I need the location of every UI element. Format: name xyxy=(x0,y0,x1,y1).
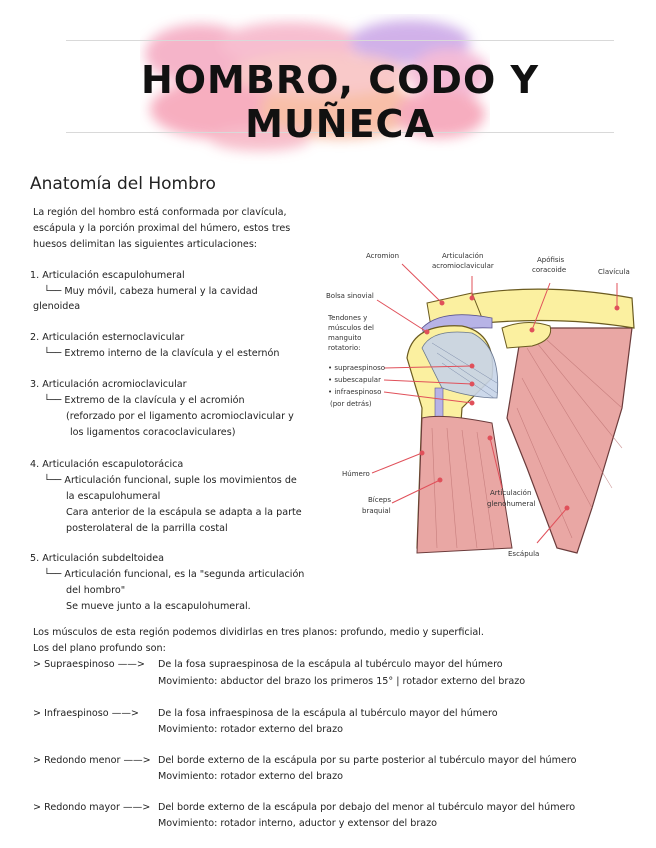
label-glenohumeral: Articulación xyxy=(490,489,532,497)
intro-line: huesos delimitan las siguientes articulaciones: xyxy=(33,239,258,250)
articulacion-line: └── Extremo interno de la clavícula y el esternón xyxy=(44,348,280,359)
planes-line: Los músculos de esta región podemos dividirlas en tres planos: profundo, medio y superficial. xyxy=(33,627,484,638)
articulacion-line: └── Extremo de la clavícula y el acromión xyxy=(44,395,245,406)
label-biceps: Bíceps xyxy=(368,496,391,504)
articulacion-line: del hombro" xyxy=(66,585,126,596)
articulacion-title: 1. Articulación escapulohumeral xyxy=(30,270,185,281)
label-bolsa: Bolsa sinovial xyxy=(326,292,374,300)
label-tendones: • supraespinoso xyxy=(328,364,386,372)
label-biceps: braquial xyxy=(362,507,391,515)
muscle-name: > Supraespinoso ——> xyxy=(33,659,145,670)
articulacion-line: └── Muy móvil, cabeza humeral y la cavidad xyxy=(44,286,258,297)
label-tendones: músculos del xyxy=(328,324,374,332)
articulacion-title: 4. Articulación escapulotorácica xyxy=(30,459,184,470)
label-acromioclav: acromioclavicular xyxy=(432,262,494,270)
label-tendones: • infraespinoso xyxy=(328,388,382,396)
label-acromion: Acromion xyxy=(366,252,400,260)
articulacion-title: 2. Articulación esternoclavicular xyxy=(30,332,185,343)
page-title: HOMBRO, CODO Y MUÑECA xyxy=(140,58,540,146)
shoulder-anatomy-diagram xyxy=(322,248,642,568)
muscle-movement: Movimiento: rotador externo del brazo xyxy=(158,724,343,735)
articulacion-line: la escapulohumeral xyxy=(66,491,161,502)
muscle-origin: Del borde externo de la escápula por su parte posterior al tubérculo mayor del húmero xyxy=(158,755,577,766)
articulacion-line: Se mueve junto a la escapulohumeral. xyxy=(66,601,251,612)
muscle-movement: Movimiento: rotador interno, aductor y extensor del brazo xyxy=(158,818,438,829)
label-tendones: rotatorio: xyxy=(328,344,361,352)
label-escapula: Escápula xyxy=(508,550,540,558)
label-clavicula: Clavícula xyxy=(598,268,630,276)
articulacion-line: posterolateral de la parrilla costal xyxy=(66,523,228,534)
articulacion-line: los ligamentos coracoclaviculares) xyxy=(70,427,236,438)
articulacion-title: 5. Articulación subdeltoidea xyxy=(30,553,164,564)
articulacion-line: └── Articulación funcional, suple los movimientos de xyxy=(44,475,297,486)
articulacion-line: └── Articulación funcional, es la "segunda articulación xyxy=(44,569,305,580)
intro-line: La región del hombro está conformada por clavícula, xyxy=(33,207,287,218)
label-glenohumeral: glenohumeral xyxy=(487,500,536,508)
planes-line: Los del plano profundo son: xyxy=(33,643,166,654)
muscle-movement: Movimiento: rotador externo del brazo xyxy=(158,771,343,782)
label-acromioclav: Articulación xyxy=(442,252,484,260)
muscle-movement: Movimiento: abductor del brazo los primeros 15° | rotador externo del brazo xyxy=(158,676,526,687)
label-humero: Húmero xyxy=(342,470,370,478)
label-tendones: (por detrás) xyxy=(330,400,372,408)
articulacion-title: 3. Articulación acromioclavicular xyxy=(30,379,187,390)
muscle-origin: De la fosa supraespinosa de la escápula al tubérculo mayor del húmero xyxy=(158,659,503,670)
escapula-shape xyxy=(507,328,632,553)
label-apofisis: coracoide xyxy=(532,266,567,274)
header-rule-top xyxy=(66,40,614,41)
muscle-name: > Infraespinoso ——> xyxy=(33,708,139,719)
label-tendones: manguito xyxy=(328,334,362,342)
intro-line: escápula y la porción proximal del húmero, estos tres xyxy=(33,223,291,234)
muscle-name: > Redondo menor ——> xyxy=(33,755,151,766)
articulacion-line: glenoidea xyxy=(33,301,81,312)
articulacion-line: Cara anterior de la escápula se adapta a la parte xyxy=(66,507,302,518)
label-apofisis: Apófisis xyxy=(537,256,565,264)
label-tendones: Tendones y xyxy=(328,314,368,322)
articulacion-line: (reforzado por el ligamento acromioclavicular y xyxy=(66,411,294,422)
section-heading: Anatomía del Hombro xyxy=(30,174,216,194)
muscle-origin: De la fosa infraespinosa de la escápula al tubérculo mayor del húmero xyxy=(158,708,498,719)
muscle-name: > Redondo mayor ——> xyxy=(33,802,151,813)
label-tendones: • subescapular xyxy=(328,376,381,384)
muscle-origin: Del borde externo de la escápula por debajo del menor al tubérculo mayor del húmero xyxy=(158,802,576,813)
